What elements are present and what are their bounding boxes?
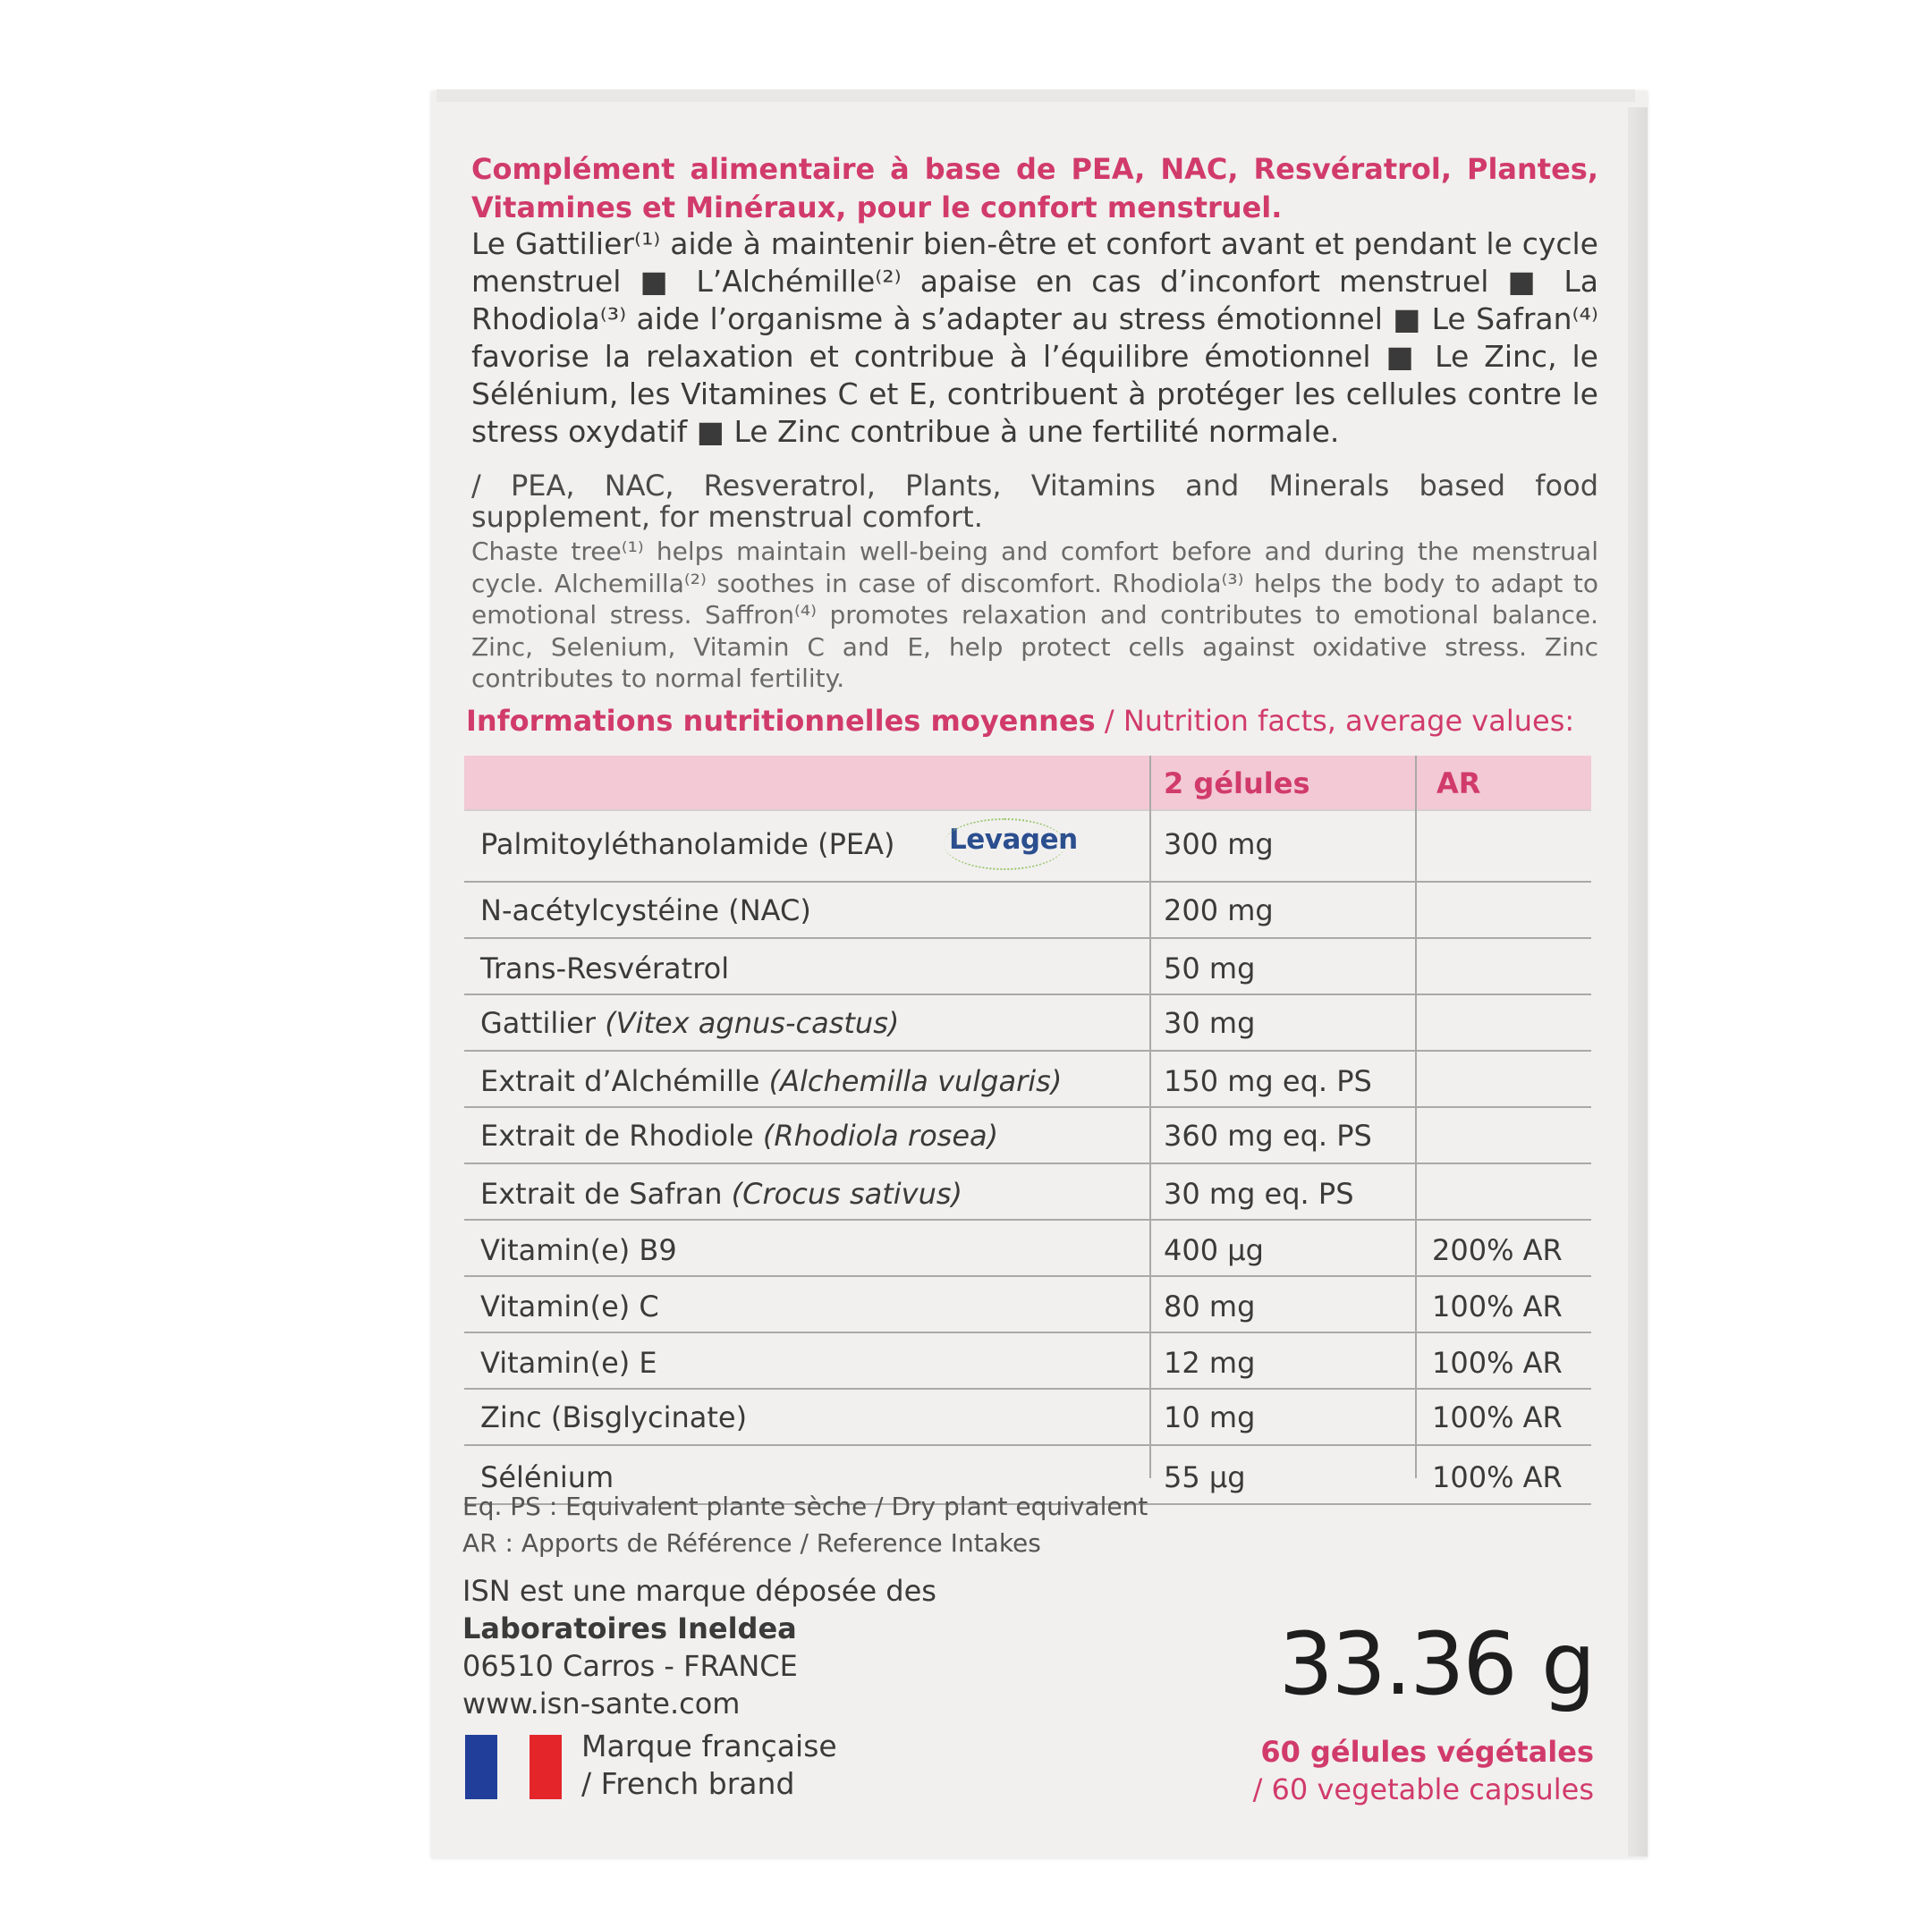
company-info [462,1572,936,1722]
levagen-logo: Levagen [949,824,1078,856]
nutrient-label: Gattilier [480,1006,606,1040]
company-website: www.isn-sante.com [462,1687,741,1721]
company-name: Laboratoires Ineldea [462,1611,797,1645]
nutrition-heading-en: / Nutrition facts, average values: [1095,704,1575,738]
header-ar: AR [1436,766,1481,800]
nutrient-dose: 200 mg [1164,893,1274,927]
header-dose: 2 gélules [1164,766,1310,800]
nutrient-ar: 100% AR [1432,1290,1563,1323]
nutrition-heading-fr: Informations nutritionnelles moyennes [466,704,1096,738]
nutrient-label: Trans-Resvératrol [480,951,730,985]
nutrient-name [480,1400,747,1434]
table-row [464,995,1591,1052]
levagen-logo-dots [944,818,1065,870]
nutrient-name [480,1346,657,1380]
nutrient-name [480,1177,962,1211]
nutrient-label: Vitamin(e) B9 [480,1233,677,1267]
capsule-count-en: / 60 vegetable capsules [1252,1772,1594,1806]
company-address: 06510 Carros - FRANCE [462,1649,798,1683]
brand-origin-en: / French brand [581,1766,795,1801]
nutrient-ar: 100% AR [1432,1400,1563,1434]
nutrient-dose: 55 µg [1164,1460,1246,1494]
capsule-count-fr: 60 gélules végétales [1260,1735,1594,1769]
nutrient-name [480,951,729,985]
footnote-ps: Eq. PS : Equivalent plante sèche / Dry plant equivalent [462,1492,1148,1521]
nutrient-label: Vitamin(e) C [480,1290,659,1323]
nutrient-dose: 30 mg [1164,1006,1256,1040]
table-header [464,756,1591,811]
nutrient-ar: 100% AR [1432,1346,1563,1380]
package-top-flap [436,89,1635,102]
nutrient-name [480,827,894,861]
french-description: Le Gattilier⁽¹⁾ aide à maintenir bien-être et confort avant et pendant le cycle menstruel ■ L’Alchémille⁽²⁾ apaise en cas d’inconfort menstruel ■ La Rhodiola⁽³⁾ aide l’organisme à s’adapter au stress émotionnel ■ Le Safran⁽⁴⁾ favorise la relaxation et contribue à l’équilibre émotionnel ■ Le Zinc, le Sélénium, les Vitamines C et E, contribuent à protéger les cellules contre le stress oxydatif ■ Le Zinc contribue à une fertilité normale. [471,226,1598,449]
table-row [464,1221,1591,1277]
nutrient-dose: 150 mg eq. PS [1164,1064,1372,1098]
english-title: / PEA, NAC, Resveratrol, Plants, Vitamins and Minerals based food supplement, for menstrual comfort. [471,469,1598,534]
nutrient-label: Palmitoyléthanolamide (PEA) [480,827,895,861]
french-flag-icon [465,1735,564,1799]
table-row [464,1277,1591,1333]
nutrient-dose: 80 mg [1164,1290,1256,1323]
table-row [464,811,1591,883]
french-title: Complément alimentaire à base de PEA, NAC, Resvératrol, Plantes, Vitamines et Minéraux, pour le confort menstruel. [471,152,1598,224]
nutrient-name [480,1233,677,1267]
english-description: Chaste tree⁽¹⁾ helps maintain well-being and comfort before and during the menstrual cycle. Alchemilla⁽²⁾ soothes in case of discomfort. Rhodiola⁽³⁾ helps the body to adapt to emotional stress. Saffron⁽⁴⁾ promotes relaxation and contributes to emotional balance. Zinc, Selenium, Vitamin C and E, help protect cells against oxidative stress. Zinc contributes to normal fertility. [471,537,1598,693]
nutrient-dose: 400 µg [1164,1233,1264,1267]
column-divider [1149,756,1151,1478]
nutrient-dose: 50 mg [1164,951,1256,985]
table-row [464,1164,1591,1221]
net-weight: 33.36 g [1278,1614,1594,1714]
nutrient-latin-name: (Crocus sativus) [731,1177,963,1211]
brand-origin-fr: Marque française [581,1729,837,1763]
table-row [464,1390,1591,1446]
nutrient-label: Extrait d’Alchémille [480,1064,769,1098]
flag-blue-stripe [465,1735,497,1799]
nutrient-latin-name: (Vitex agnus-castus) [605,1006,900,1040]
nutrient-label: Vitamin(e) E [480,1346,657,1380]
nutrient-name [480,893,811,927]
brand-origin [581,1728,837,1803]
company-line-1: ISN est une marque déposée des [462,1574,936,1608]
table-row [464,939,1591,995]
nutrient-name [480,1006,899,1040]
nutrient-label: Sélénium [480,1460,614,1494]
table-body [464,811,1591,1505]
nutrient-ar: 200% AR [1432,1233,1563,1267]
footnotes [462,1488,1148,1561]
nutrition-heading [466,703,1602,739]
column-divider [1415,756,1417,1478]
table-row [464,1052,1591,1108]
nutrient-dose: 300 mg [1164,827,1274,861]
nutrient-dose: 12 mg [1164,1346,1256,1380]
nutrient-label: N-acétylcystéine (NAC) [480,893,811,927]
nutrient-dose: 360 mg eq. PS [1164,1119,1372,1153]
table-row [464,883,1591,939]
nutrient-latin-name: (Rhodiola rosea) [762,1119,999,1153]
nutrient-name [480,1119,998,1153]
nutrient-label: Extrait de Safran [480,1177,732,1211]
nutrient-label: Extrait de Rhodiole [480,1119,763,1153]
capsule-count [1253,1733,1594,1808]
flag-red-stripe [530,1735,562,1799]
nutrient-name [480,1290,659,1323]
footnote-ar: AR : Apports de Référence / Reference Intakes [462,1528,1041,1558]
table-row [464,1333,1591,1390]
nutrient-dose: 30 mg eq. PS [1164,1177,1354,1211]
nutrient-name [480,1064,1062,1098]
package-side-edge [1628,107,1648,1856]
nutrient-label: Zinc (Bisglycinate) [480,1400,748,1434]
nutrient-ar: 100% AR [1432,1460,1563,1494]
nutrition-table [464,756,1591,1505]
nutrient-dose: 10 mg [1164,1400,1256,1434]
table-row [464,1108,1591,1164]
nutrient-latin-name: (Alchemilla vulgaris) [768,1064,1063,1098]
